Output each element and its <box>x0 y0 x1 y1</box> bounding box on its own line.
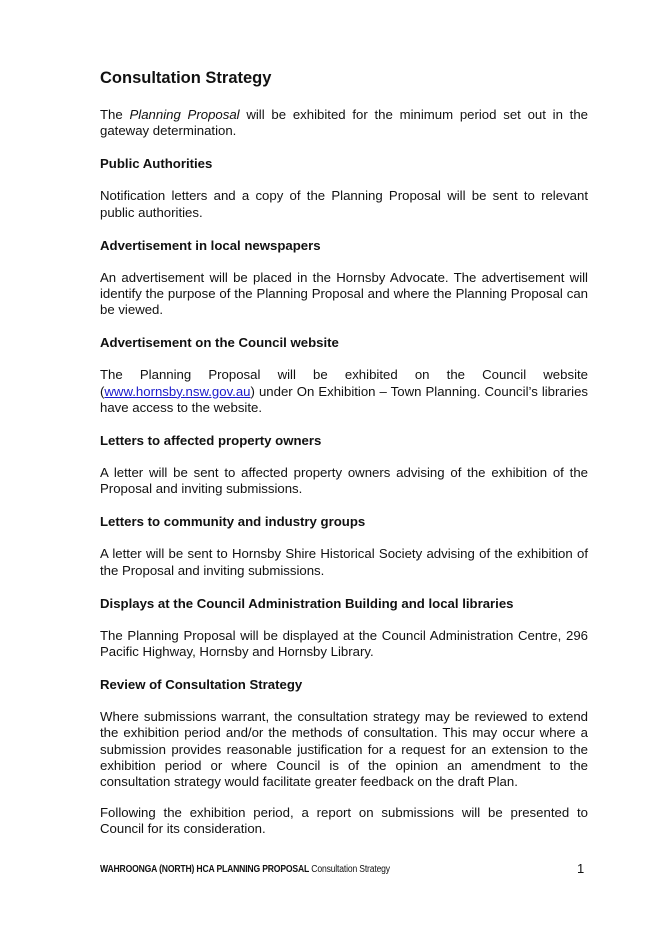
paragraph-property-owners: A letter will be sent to affected property owners advising of the exhibition of the Proposal and inviting submissions. <box>100 465 588 497</box>
paragraph-website <box>100 367 588 416</box>
heading-website: Advertisement on the Council website <box>100 335 339 351</box>
heading-property-owners: Letters to affected property owners <box>100 433 322 449</box>
paragraph-community-groups: A letter will be sent to Hornsby Shire Historical Society advising of the exhibition of the Proposal and inviting submissions. <box>100 546 588 578</box>
heading-newspapers: Advertisement in local newspapers <box>100 237 321 253</box>
paragraph-review: Where submissions warrant, the consultation strategy may be reviewed to extend the exhibition period and/or the methods of consultation. This may occur where a submission provides reasonable justification for a request for an extension to the exhibition period or where Council is of the opinion an amendment to the consultation strategy would facilitate greater feedback on the draft Plan. <box>100 709 588 790</box>
council-website-link[interactable]: www.hornsby.nsw.gov.au <box>104 383 251 399</box>
footer-subtitle: Consultation Strategy <box>309 864 390 875</box>
heading-displays: Displays at the Council Administration Building and local libraries <box>100 595 514 611</box>
website-text-after: ) under On Exhibition – Town Planning. Council’s libraries have access to the website. <box>100 383 588 415</box>
document-body <box>100 68 588 854</box>
heading-community-groups: Letters to community and industry groups <box>100 514 366 530</box>
page-number: 1 <box>576 861 584 876</box>
intro-suffix: will be exhibited for the minimum period set out in the gateway determination. <box>100 107 588 139</box>
footer-bold-title: WAHROONGA (NORTH) HCA PLANNING PROPOSAL <box>100 864 310 875</box>
intro-paragraph <box>100 107 588 139</box>
heading-public-authorities: Public Authorities <box>100 156 213 172</box>
footer-document-title <box>100 864 390 875</box>
paragraph-newspapers: An advertisement will be placed in the Hornsby Advocate. The advertisement will identify the purpose of the Planning Proposal and where the Planning Proposal can be viewed. <box>100 269 588 318</box>
paragraph-public-authorities: Notification letters and a copy of the Planning Proposal will be sent to relevant public authorities. <box>100 188 588 220</box>
page-title: Consultation Strategy <box>100 69 272 87</box>
website-text-before: The Planning Proposal will be exhibited on the Council website ( <box>100 367 588 399</box>
intro-emphasis: Planning Proposal <box>129 107 240 122</box>
page-footer <box>100 861 588 877</box>
intro-prefix: The <box>100 107 130 122</box>
heading-review: Review of Consultation Strategy <box>100 677 303 693</box>
paragraph-closing: Following the exhibition period, a report on submissions will be presented to Council for its consideration. <box>100 805 588 837</box>
paragraph-displays: The Planning Proposal will be displayed at the Council Administration Centre, 296 Pacific Highway, Hornsby and Hornsby Library. <box>100 627 588 660</box>
